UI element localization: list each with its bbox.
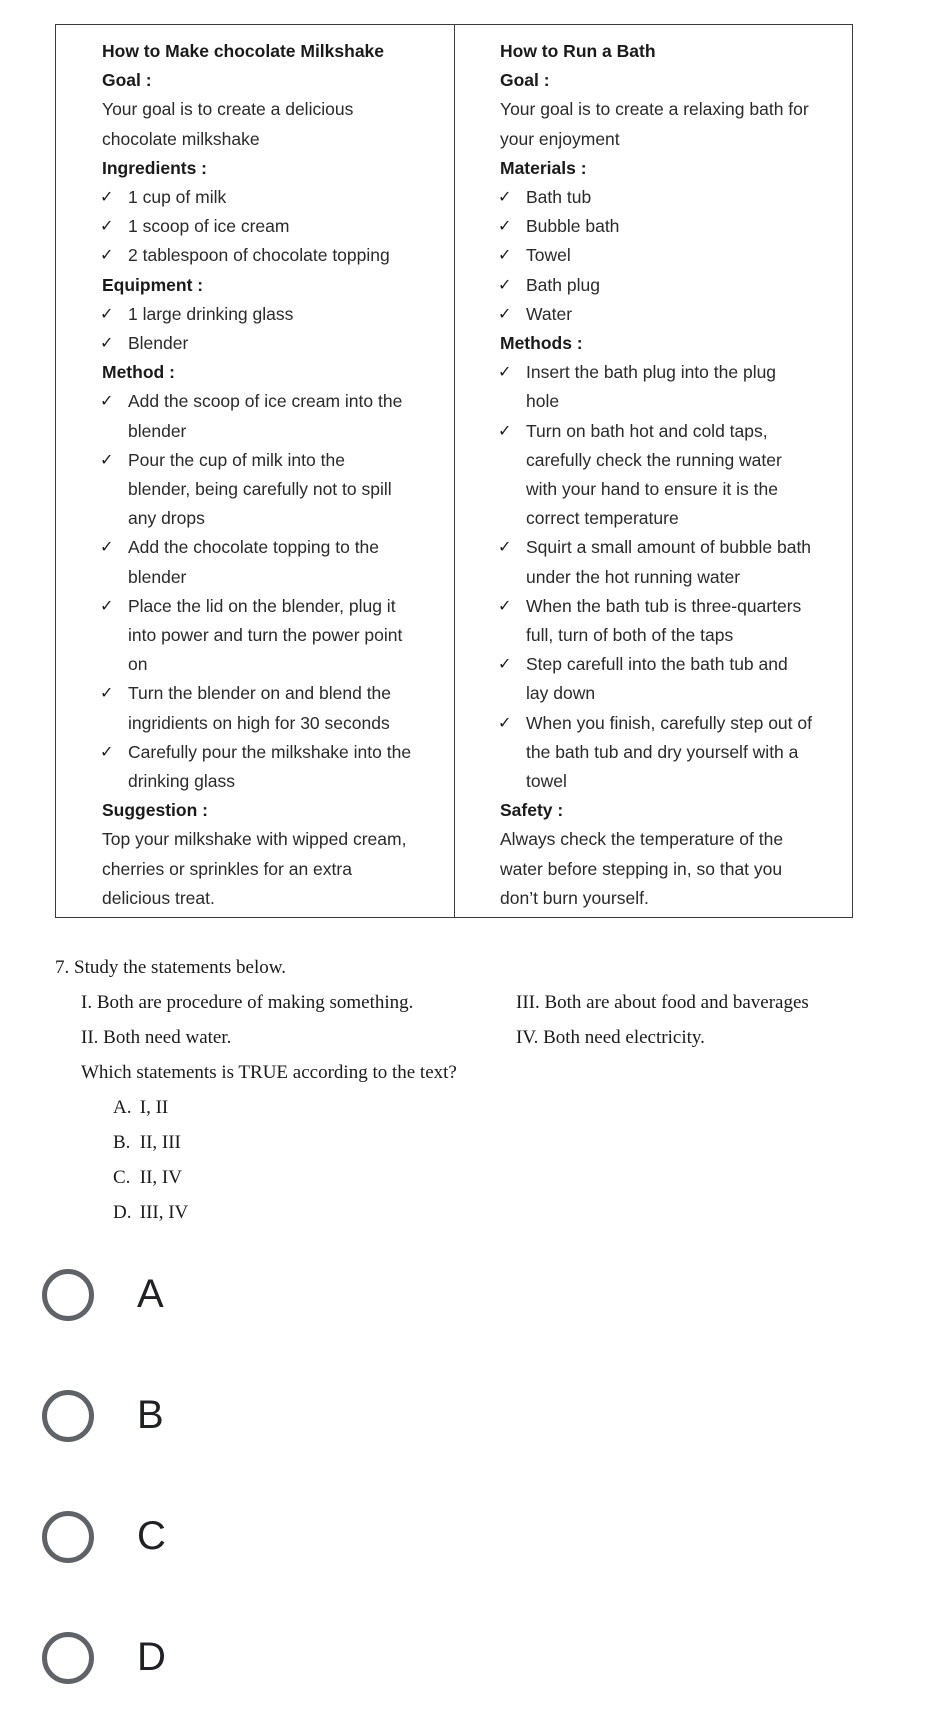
method-step: ✓ Pour the cup of milk into the blender, being carefully not to spill any drops [102,446,447,534]
check-icon: ✓ [100,247,114,265]
check-icon: ✓ [100,335,114,353]
check-icon: ✓ [498,539,512,557]
column-divider [454,25,455,917]
methods-step: ✓ Insert the bath plug into the plug hole [500,358,850,416]
milkshake-goal-text: chocolate milkshake [102,128,260,149]
milkshake-goal-heading: Goal : [102,70,152,91]
check-icon: ✓ [498,597,512,615]
suggestion-text: cherries or sprinkles for an extra [102,858,352,879]
material-item: ✓ Bath tub [500,183,850,212]
bath-goal-text: Your goal is to create a relaxing bath for [500,99,809,120]
ingredient-item: ✓ 2 tablespoon of chocolate topping [102,241,447,270]
material-item: ✓ Towel [500,241,850,270]
check-icon: ✓ [498,276,512,294]
methods-step: ✓ Turn on bath hot and cold taps, carefully check the running water with your hand to ensure it is the correct temperature [500,417,850,534]
radio-button[interactable] [42,1390,94,1442]
equipment-heading: Equipment : [102,274,204,295]
suggestion-text: delicious treat. [102,887,215,908]
materials-heading: Materials : [500,157,587,178]
method-heading: Method : [102,362,175,383]
milkshake-column [102,37,447,913]
methods-step: ✓ When the bath tub is three-quarters full, turn of both of the taps [500,592,850,650]
bath-goal-heading: Goal : [500,70,550,91]
radio-button[interactable] [42,1269,94,1321]
radio-button[interactable] [42,1632,94,1684]
statement-1: I. Both are procedure of making something. [81,992,414,1013]
question-number: 7. Study the statements below. [55,957,286,978]
safety-heading: Safety : [500,800,564,821]
bath-goal-text: your enjoyment [500,128,620,149]
answer-option-d[interactable] [40,1623,440,1703]
material-item: ✓ Bubble bath [500,212,850,241]
check-icon: ✓ [498,247,512,265]
ingredient-item: ✓ 1 cup of milk [102,183,447,212]
check-icon: ✓ [100,393,114,411]
answer-label[interactable]: B [137,1393,164,1437]
milkshake-goal-text: Your goal is to create a delicious [102,99,354,120]
check-icon: ✓ [498,422,512,440]
statement-2: II. Both need water. [81,1027,232,1048]
answer-option-c[interactable] [40,1502,440,1582]
check-icon: ✓ [498,218,512,236]
method-step: ✓ Add the scoop of ice cream into the blender [102,387,447,445]
check-icon: ✓ [100,218,114,236]
check-icon: ✓ [100,685,114,703]
method-step: ✓ Turn the blender on and blend the ingridients on high for 30 seconds [102,679,447,737]
safety-text: don’t burn yourself. [500,887,649,908]
choice-a: A. I, II [113,1097,169,1118]
choice-b: B. II, III [113,1132,181,1153]
bath-title: How to Run a Bath [500,41,656,61]
check-icon: ✓ [100,539,114,557]
material-item: ✓ Bath plug [500,271,850,300]
statement-3: III. Both are about food and baverages [516,992,809,1013]
answer-label[interactable]: A [137,1272,164,1316]
methods-step: ✓ Squirt a small amount of bubble bath under the hot running water [500,533,850,591]
statement-4: IV. Both need electricity. [516,1027,705,1048]
suggestion-heading: Suggestion : [102,800,208,821]
equipment-item: ✓ Blender [102,329,447,358]
safety-text: water before stepping in, so that you [500,858,783,879]
answer-option-b[interactable] [40,1381,440,1461]
answer-label[interactable]: D [137,1635,166,1679]
choice-c: C. II, IV [113,1167,182,1188]
check-icon: ✓ [498,189,512,207]
procedure-table [55,24,853,918]
methods-step: ✓ When you finish, carefully step out of the bath tub and dry yourself with a towel [500,709,850,797]
methods-step: ✓ Step carefull into the bath tub and lay down [500,650,850,708]
check-icon: ✓ [100,743,114,761]
safety-text: Always check the temperature of the [500,829,784,850]
methods-heading: Methods : [500,333,583,354]
ingredient-item: ✓ 1 scoop of ice cream [102,212,447,241]
statement-list [81,985,855,1055]
milkshake-title: How to Make chocolate Milkshake [102,41,385,61]
question-prompt: Which statements is TRUE according to the text? [81,1062,457,1083]
choice-list [113,1090,855,1230]
check-icon: ✓ [498,714,512,732]
suggestion-text: Top your milkshake with wipped cream, [102,829,407,850]
check-icon: ✓ [498,305,512,323]
equipment-item: ✓ 1 large drinking glass [102,300,447,329]
choice-d: D. III, IV [113,1202,189,1223]
check-icon: ✓ [498,656,512,674]
answer-option-a[interactable] [40,1260,440,1340]
bath-column [500,37,850,913]
check-icon: ✓ [100,305,114,323]
method-step: ✓ Add the chocolate topping to the blender [102,533,447,591]
question-block [55,950,855,1230]
check-icon: ✓ [498,364,512,382]
method-step: ✓ Carefully pour the milkshake into the drinking glass [102,738,447,796]
answer-label[interactable]: C [137,1514,166,1558]
method-step: ✓ Place the lid on the blender, plug it into power and turn the power point on [102,592,447,680]
check-icon: ✓ [100,451,114,469]
ingredients-heading: Ingredients : [102,157,208,178]
material-item: ✓ Water [500,300,850,329]
radio-button[interactable] [42,1511,94,1563]
check-icon: ✓ [100,189,114,207]
check-icon: ✓ [100,597,114,615]
